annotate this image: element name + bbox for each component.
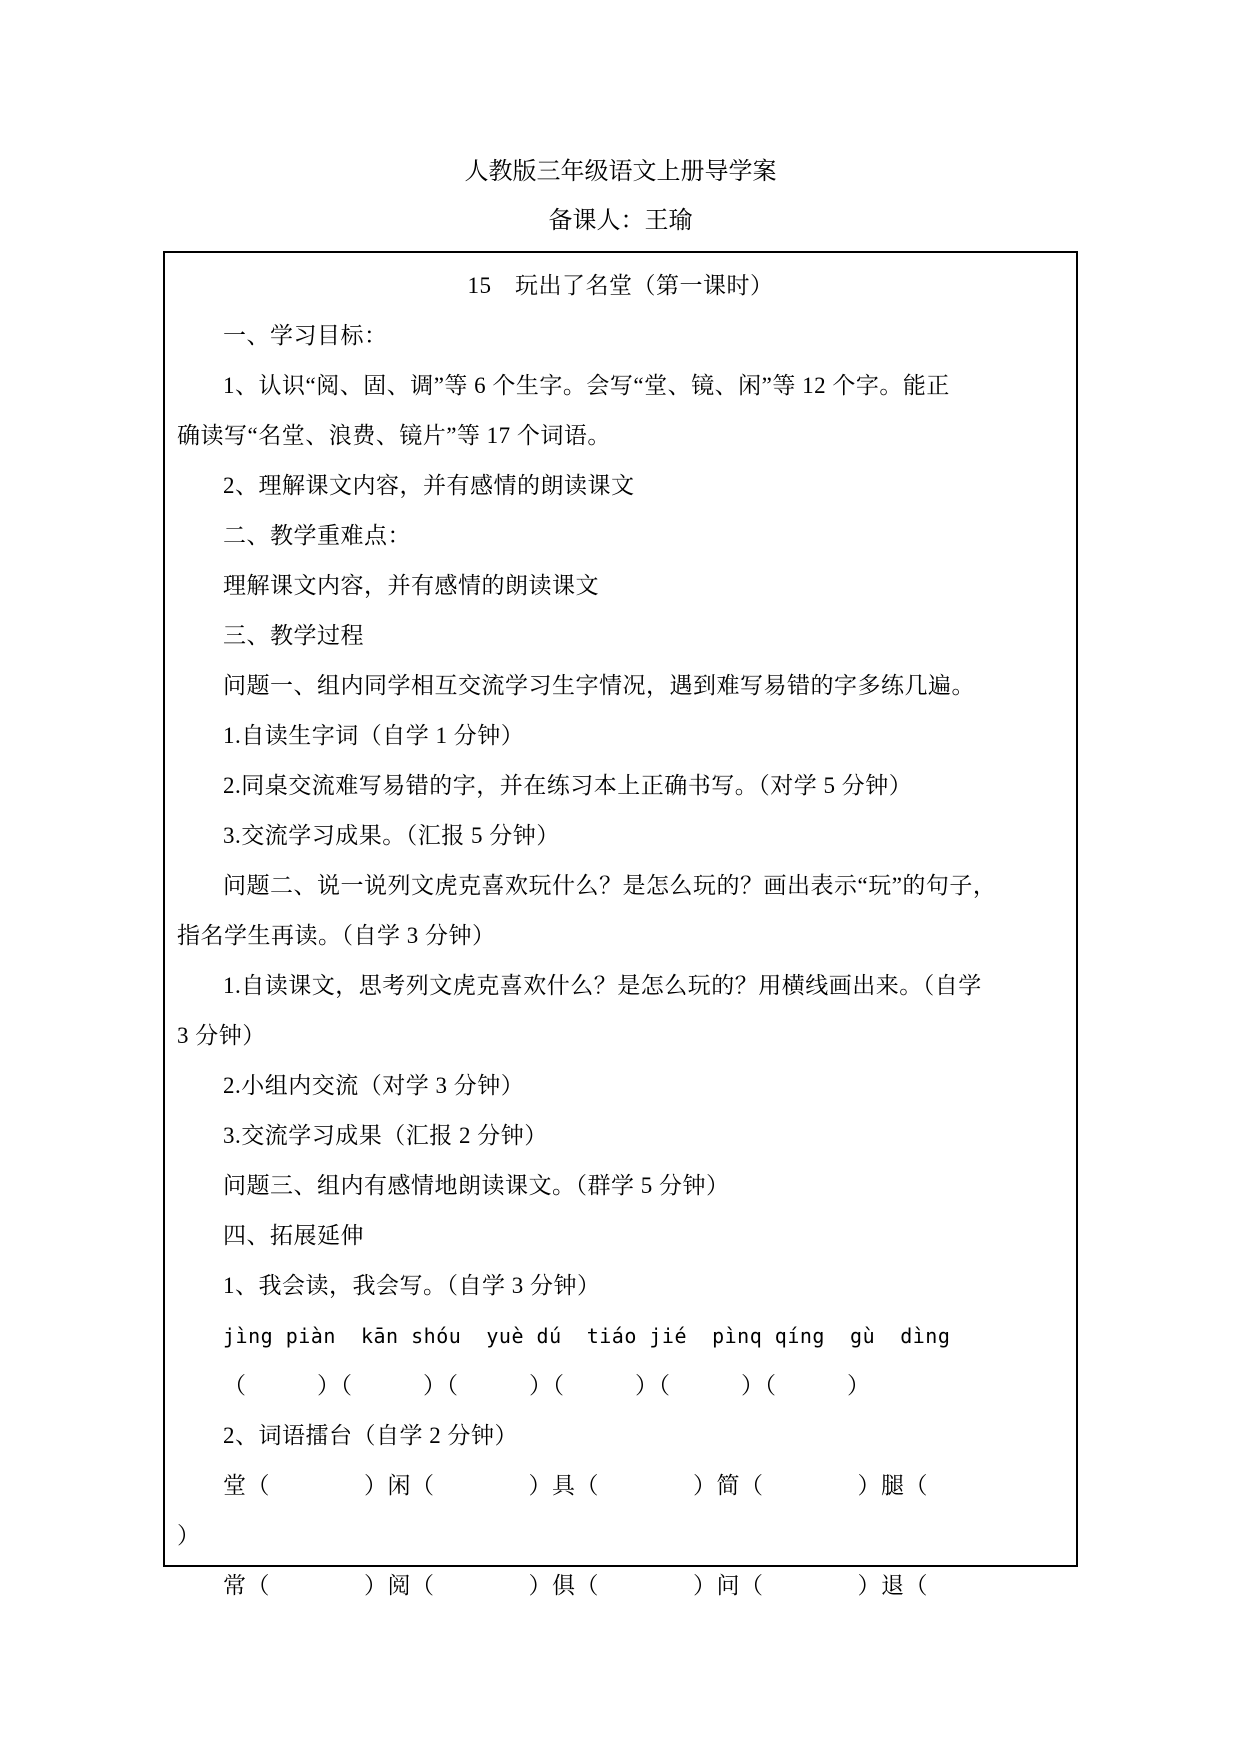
text-line-15: 1.自读课文，思考列文虎克喜欢什么？是怎么玩的？用横线画出来。（自学 xyxy=(223,973,982,998)
text-line-26: ） xyxy=(177,1523,201,1548)
text-line-8: 三、教学过程 xyxy=(223,623,364,648)
text-line-11: 2.同桌交流难写易错的字，并在练习本上正确书写。（对学 5 分钟） xyxy=(223,773,913,798)
text-line-12: 3.交流学习成果。（汇报 5 分钟） xyxy=(223,823,560,848)
text-line-25: 堂（ ）闲（ ）具（ ）简（ ）腿（ xyxy=(223,1473,928,1498)
page-title: 人教版三年级语文上册导学案 xyxy=(464,159,777,185)
text-line-20: 四、拓展延伸 xyxy=(223,1223,364,1248)
text-line-18: 3.交流学习成果（汇报 2 分钟） xyxy=(223,1123,548,1148)
text-line-7: 理解课文内容，并有感情的朗读课文 xyxy=(223,573,599,598)
text-line-2: 一、学习目标： xyxy=(223,323,388,348)
prepared-by-line: 备课人：王瑜 xyxy=(548,208,693,234)
text-line-24: 2、词语擂台（自学 2 分钟） xyxy=(223,1423,518,1448)
lesson-plan-box xyxy=(163,251,1078,1598)
text-line-17: 2.小组内交流（对学 3 分钟） xyxy=(223,1073,525,1098)
text-line-1: 15 玩出了名堂（第一课时） xyxy=(467,273,774,298)
text-line-5: 2、理解课文内容，并有感情的朗读课文 xyxy=(223,473,635,498)
text-line-13: 问题二、说一说列文虎克喜欢玩什么？是怎么玩的？画出表示“玩”的句子， xyxy=(223,873,997,898)
text-line-21: 1、我会读，我会写。（自学 3 分钟） xyxy=(223,1273,601,1298)
text-line-9: 问题一、组内同学相互交流学习生字情况，遇到难写易错的字多练几遍。 xyxy=(223,673,975,698)
text-line-14: 指名学生再读。（自学 3 分钟） xyxy=(177,923,496,948)
text-line-3: 1、认识“阅、固、调”等 6 个生字。会写“堂、镜、闲”等 12 个字。能正 xyxy=(223,373,950,398)
text-line-4: 确读写“名堂、浪费、镜片”等 17 个词语。 xyxy=(177,423,611,448)
text-line-22: jìng piàn kān shóu yuè dú tiáo jié pìnq qíng gù dìng xyxy=(223,1324,951,1348)
text-line-10: 1.自读生字词（自学 1 分钟） xyxy=(223,723,525,748)
text-line-19: 问题三、组内有感情地朗读课文。（群学 5 分钟） xyxy=(223,1173,730,1198)
text-line-6: 二、教学重难点： xyxy=(223,523,411,548)
text-line-27: 常（ ）阅（ ）俱（ ）问（ ）退（ xyxy=(223,1573,928,1598)
text-line-23: （ ）（ ）（ ）（ ）（ ）（ ） xyxy=(223,1373,871,1398)
text-line-16: 3 分钟） xyxy=(177,1023,266,1048)
